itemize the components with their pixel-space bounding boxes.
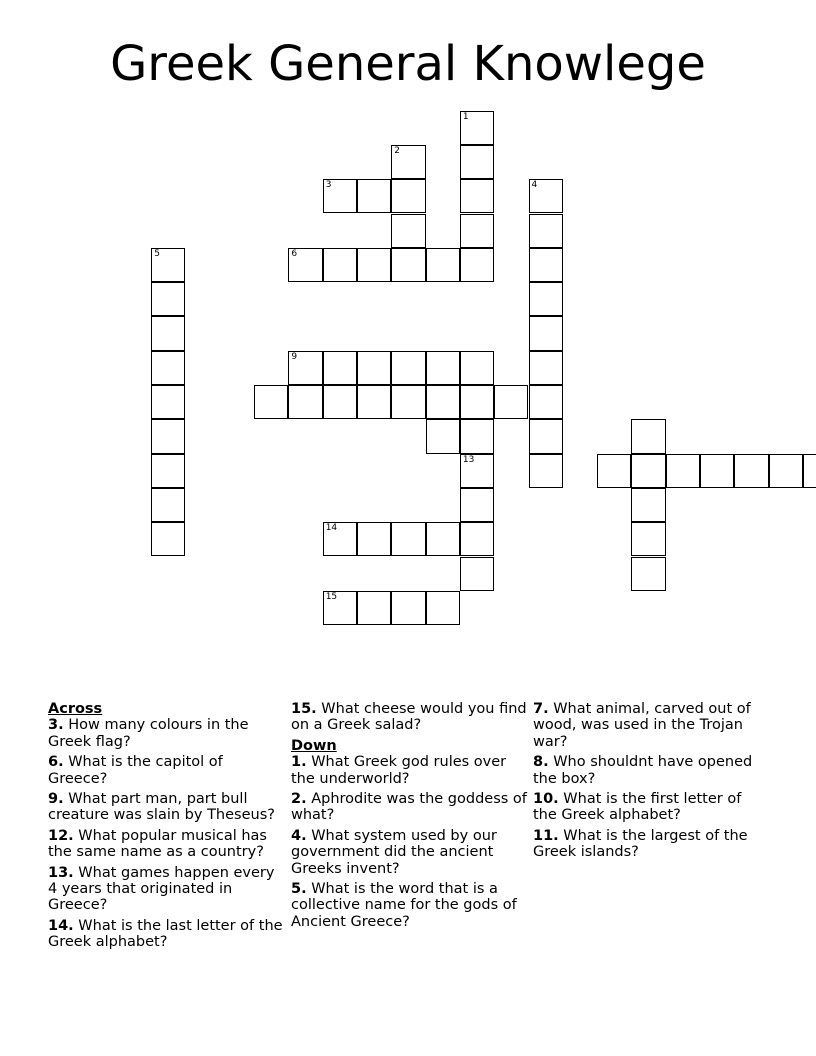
grid-cell[interactable]	[460, 488, 494, 522]
grid-cell[interactable]	[460, 557, 494, 591]
grid-cell[interactable]	[460, 454, 494, 488]
cell-number: 15	[325, 591, 338, 602]
clue-text: What is the largest of the Greek islands?	[533, 827, 748, 861]
clue-down-11	[533, 828, 769, 861]
clue-number: 3.	[48, 717, 64, 734]
grid-cell[interactable]	[254, 385, 288, 419]
grid-cell[interactable]	[391, 351, 425, 385]
grid-cell[interactable]	[288, 385, 322, 419]
clue-text: What is the first letter of the Greek alphabet?	[533, 791, 742, 824]
grid-cell[interactable]	[460, 179, 494, 213]
cell-number: 2	[394, 145, 401, 156]
grid-cell[interactable]	[666, 454, 700, 488]
clue-text: Aphrodite was the goddess of what?	[291, 791, 527, 824]
grid-cell[interactable]	[288, 351, 322, 385]
grid-cell[interactable]	[426, 419, 460, 453]
clue-across-15	[291, 701, 527, 734]
clue-down-7	[533, 701, 769, 750]
clue-number: 8.	[533, 754, 549, 771]
grid-cell[interactable]	[323, 522, 357, 556]
clue-text: How many colours in the Greek flag?	[48, 717, 249, 750]
grid-cell[interactable]	[631, 419, 665, 453]
grid-cell[interactable]	[460, 214, 494, 248]
grid-cell[interactable]	[734, 454, 768, 488]
clue-number: 5.	[291, 881, 307, 898]
grid-cell[interactable]	[151, 385, 185, 419]
clue-text: What part man, part bull creature was slain by Theseus?	[48, 791, 275, 824]
down-heading: Down	[291, 737, 337, 754]
grid-cell[interactable]	[151, 488, 185, 522]
clue-across-6	[48, 754, 284, 787]
grid-cell[interactable]	[391, 145, 425, 179]
grid-cell[interactable]	[529, 419, 563, 453]
cell-number: 5	[154, 248, 160, 259]
grid-cell[interactable]	[391, 591, 425, 625]
grid-cell[interactable]	[460, 248, 494, 282]
cell-number: 4	[531, 180, 538, 191]
grid-cell[interactable]	[460, 522, 494, 556]
clue-number: 12.	[48, 827, 74, 844]
grid-cell[interactable]	[323, 591, 357, 625]
clue-text: What games happen every 4 years that originated in Greece?	[48, 864, 275, 914]
grid-cell[interactable]	[357, 179, 391, 213]
grid-cell[interactable]	[357, 591, 391, 625]
clue-text: What is the capitol of Greece?	[48, 754, 223, 787]
grid-cell[interactable]	[460, 419, 494, 453]
grid-cell[interactable]	[357, 522, 391, 556]
grid-cell[interactable]	[151, 351, 185, 385]
grid-cell[interactable]	[151, 522, 185, 556]
clue-text: What popular musical has the same name as a country?	[48, 827, 267, 861]
grid-cell[interactable]	[151, 316, 185, 350]
grid-cell[interactable]	[460, 111, 494, 145]
grid-cell[interactable]	[323, 179, 357, 213]
grid-cell[interactable]	[529, 454, 563, 488]
grid-cell[interactable]	[631, 522, 665, 556]
grid-cell[interactable]	[426, 522, 460, 556]
clue-number: 2.	[291, 791, 307, 808]
clue-text: What is the word that is a collective name for the gods of Ancient Greece?	[291, 881, 517, 930]
grid-cell[interactable]	[151, 419, 185, 453]
grid-cell[interactable]	[631, 454, 665, 488]
clue-down-10	[533, 791, 769, 824]
grid-cell[interactable]	[357, 248, 391, 282]
grid-cell[interactable]	[426, 351, 460, 385]
clue-across-3	[48, 717, 284, 750]
cell-number: 14	[325, 523, 338, 534]
grid-cell[interactable]	[151, 248, 185, 282]
clue-down-2	[291, 791, 527, 824]
across-heading: Across	[48, 701, 103, 717]
clue-down-8	[533, 754, 769, 787]
grid-cell[interactable]	[391, 179, 425, 213]
clue-down-5	[291, 881, 527, 930]
grid-cell[interactable]	[631, 488, 665, 522]
grid-cell[interactable]	[391, 248, 425, 282]
clue-number: 15.	[291, 701, 317, 717]
grid-cell[interactable]	[391, 214, 425, 248]
clue-across-14	[48, 918, 284, 951]
clue-number: 10.	[533, 791, 559, 808]
grid-cell[interactable]	[769, 454, 803, 488]
grid-cell[interactable]	[631, 557, 665, 591]
clue-number: 11.	[533, 827, 559, 844]
page-title: Greek General Knowlege	[110, 36, 706, 92]
clue-text: What cheese would you find on a Greek salad?	[291, 701, 527, 734]
grid-cell[interactable]	[803, 454, 816, 488]
grid-cell[interactable]	[323, 385, 357, 419]
grid-cell[interactable]	[460, 351, 494, 385]
grid-cell[interactable]	[426, 248, 460, 282]
clue-number: 6.	[48, 754, 64, 771]
clues-column-1	[48, 701, 284, 955]
grid-cell[interactable]	[357, 351, 391, 385]
clue-number: 7.	[533, 701, 549, 717]
clue-number: 14.	[48, 917, 74, 934]
clue-down-4	[291, 828, 527, 877]
grid-cell[interactable]	[426, 385, 460, 419]
grid-cell[interactable]	[529, 316, 563, 350]
grid-cell[interactable]	[529, 282, 563, 316]
grid-cell[interactable]	[151, 454, 185, 488]
cell-number: 3	[325, 180, 332, 191]
grid-cell[interactable]	[323, 351, 357, 385]
grid-cell[interactable]	[323, 248, 357, 282]
clue-across-12	[48, 828, 284, 861]
grid-cell[interactable]	[529, 351, 563, 385]
grid-cell[interactable]	[460, 385, 494, 419]
grid-cell[interactable]	[460, 145, 494, 179]
clue-text: What is the last letter of the Greek alphabet?	[48, 917, 283, 951]
clue-number: 13.	[48, 864, 74, 881]
cell-number: 1	[462, 111, 469, 122]
clue-text: What animal, carved out of wood, was used in the Trojan war?	[533, 701, 751, 750]
grid-cell[interactable]	[151, 282, 185, 316]
clue-text: Who shouldnt have opened the box?	[533, 754, 753, 787]
clue-down-1	[291, 754, 527, 787]
clues-column-2	[291, 701, 527, 934]
grid-cell[interactable]	[391, 385, 425, 419]
grid-cell[interactable]	[391, 522, 425, 556]
cell-number: 6	[291, 248, 298, 259]
clue-across-9	[48, 791, 284, 824]
grid-cell[interactable]	[529, 179, 563, 213]
clue-across-13	[48, 865, 284, 914]
grid-cell[interactable]	[357, 385, 391, 419]
grid-cell[interactable]	[494, 385, 528, 419]
clue-number: 1.	[291, 754, 307, 771]
clue-number: 4.	[291, 827, 307, 844]
grid-cell[interactable]	[426, 591, 460, 625]
grid-cell[interactable]	[529, 385, 563, 419]
clue-number: 9.	[48, 791, 64, 808]
grid-cell[interactable]	[597, 454, 631, 488]
grid-cell[interactable]	[288, 248, 322, 282]
clue-text: What system used by our government did the ancient Greeks invent?	[291, 827, 497, 877]
grid-cell[interactable]	[529, 248, 563, 282]
grid-cell[interactable]	[529, 214, 563, 248]
grid-cell[interactable]	[700, 454, 734, 488]
clue-text: What Greek god rules over the underworld?	[291, 754, 507, 787]
cell-number: 13	[462, 454, 475, 465]
clues-column-3	[533, 701, 769, 865]
cell-number: 9	[291, 351, 298, 362]
